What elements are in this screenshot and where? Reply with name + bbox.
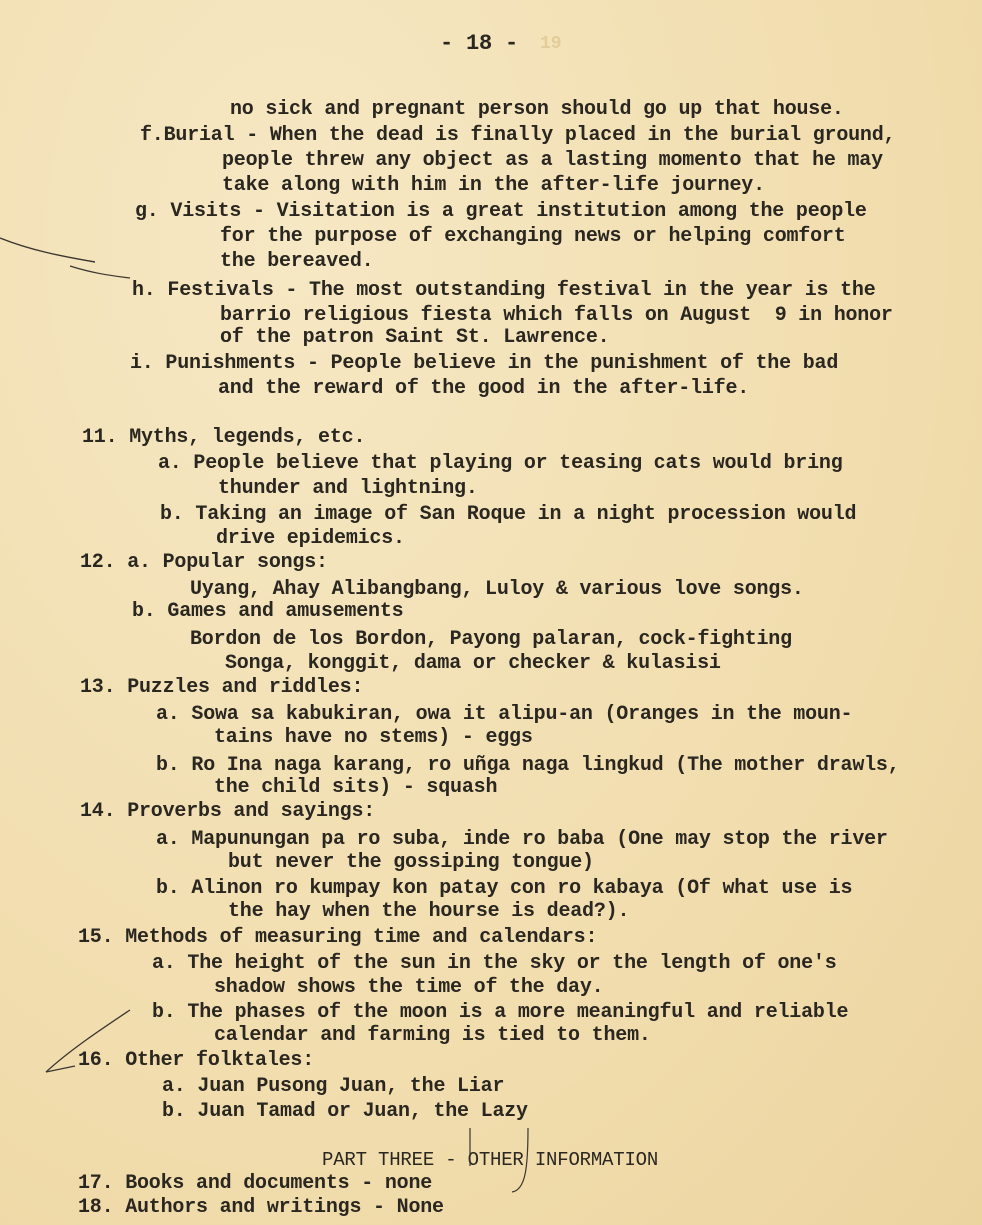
- text-line: but never the gossiping tongue): [228, 851, 594, 874]
- part-heading: PART THREE - OTHER INFORMATION: [322, 1149, 659, 1171]
- text-line: for the purpose of exchanging news or helping comfort: [220, 225, 846, 248]
- text-line: thunder and lightning.: [218, 477, 478, 500]
- bleed-through-mark: 19: [540, 34, 562, 54]
- text-line: b. Taking an image of San Roque in a night procession would: [160, 503, 857, 526]
- text-line: 17. Books and documents - none: [78, 1172, 433, 1195]
- text-line: calendar and farming is tied to them.: [214, 1024, 651, 1047]
- text-line: a. People believe that playing or teasing cats would bring: [158, 452, 843, 475]
- section-heading: 11. Myths, legends, etc.: [82, 426, 366, 449]
- text-line: drive epidemics.: [216, 527, 405, 550]
- section-heading: 13. Puzzles and riddles:: [80, 676, 364, 699]
- text-line: a. Juan Pusong Juan, the Liar: [162, 1075, 505, 1098]
- text-line: b. Games and amusements: [132, 600, 404, 623]
- section-heading: 14. Proverbs and sayings:: [80, 800, 376, 823]
- text-line: barrio religious fiesta which falls on August 9 in honor: [220, 304, 893, 327]
- text-line: people threw any object as a lasting momento that he may: [222, 149, 883, 172]
- text-line: b. The phases of the moon is a more meaningful and reliable: [152, 1001, 849, 1024]
- section-heading: 12. a. Popular songs:: [80, 551, 328, 574]
- text-line: of the patron Saint St. Lawrence.: [220, 326, 610, 349]
- text-line: take along with him in the after-life journey.: [222, 174, 765, 197]
- text-line: a. Sowa sa kabukiran, owa it alipu-an (Oranges in the moun-: [156, 703, 853, 726]
- text-line: a. Mapunungan pa ro suba, inde ro baba (One may stop the river: [156, 828, 888, 851]
- text-line: i. Punishments - People believe in the punishment of the bad: [130, 352, 839, 375]
- section-heading: 16. Other folktales:: [78, 1049, 315, 1072]
- text-line: f.Burial - When the dead is finally placed in the burial ground,: [140, 124, 896, 147]
- text-line: Uyang, Ahay Alibangbang, Luloy & various love songs.: [190, 578, 804, 601]
- section-heading: 15. Methods of measuring time and calendars:: [78, 926, 598, 949]
- text-line: shadow shows the time of the day.: [214, 976, 604, 999]
- text-line: b. Alinon ro kumpay kon patay con ro kabaya (Of what use is: [156, 877, 853, 900]
- text-line: b. Ro Ina naga karang, ro uñga naga lingkud (The mother drawls,: [156, 754, 900, 777]
- text-line: h. Festivals - The most outstanding festival in the year is the: [132, 279, 876, 302]
- text-line: Bordon de los Bordon, Payong palaran, cock-fighting: [190, 628, 792, 651]
- text-line: no sick and pregnant person should go up that house.: [230, 98, 844, 121]
- text-line: b. Juan Tamad or Juan, the Lazy: [162, 1100, 528, 1123]
- text-line: the hay when the hourse is dead?).: [228, 900, 630, 923]
- page-number: - 18 -: [440, 31, 519, 56]
- text-line: the child sits) - squash: [214, 776, 498, 799]
- text-line: tains have no stems) - eggs: [214, 726, 533, 749]
- text-line: a. The height of the sun in the sky or the length of one's: [152, 952, 837, 975]
- text-line: Songa, konggit, dama or checker & kulasisi: [225, 652, 721, 675]
- text-line: the bereaved.: [220, 250, 374, 273]
- text-line: g. Visits - Visitation is a great institution among the people: [135, 200, 867, 223]
- text-line: and the reward of the good in the after-life.: [218, 377, 750, 400]
- text-line: 18. Authors and writings - None: [78, 1196, 444, 1219]
